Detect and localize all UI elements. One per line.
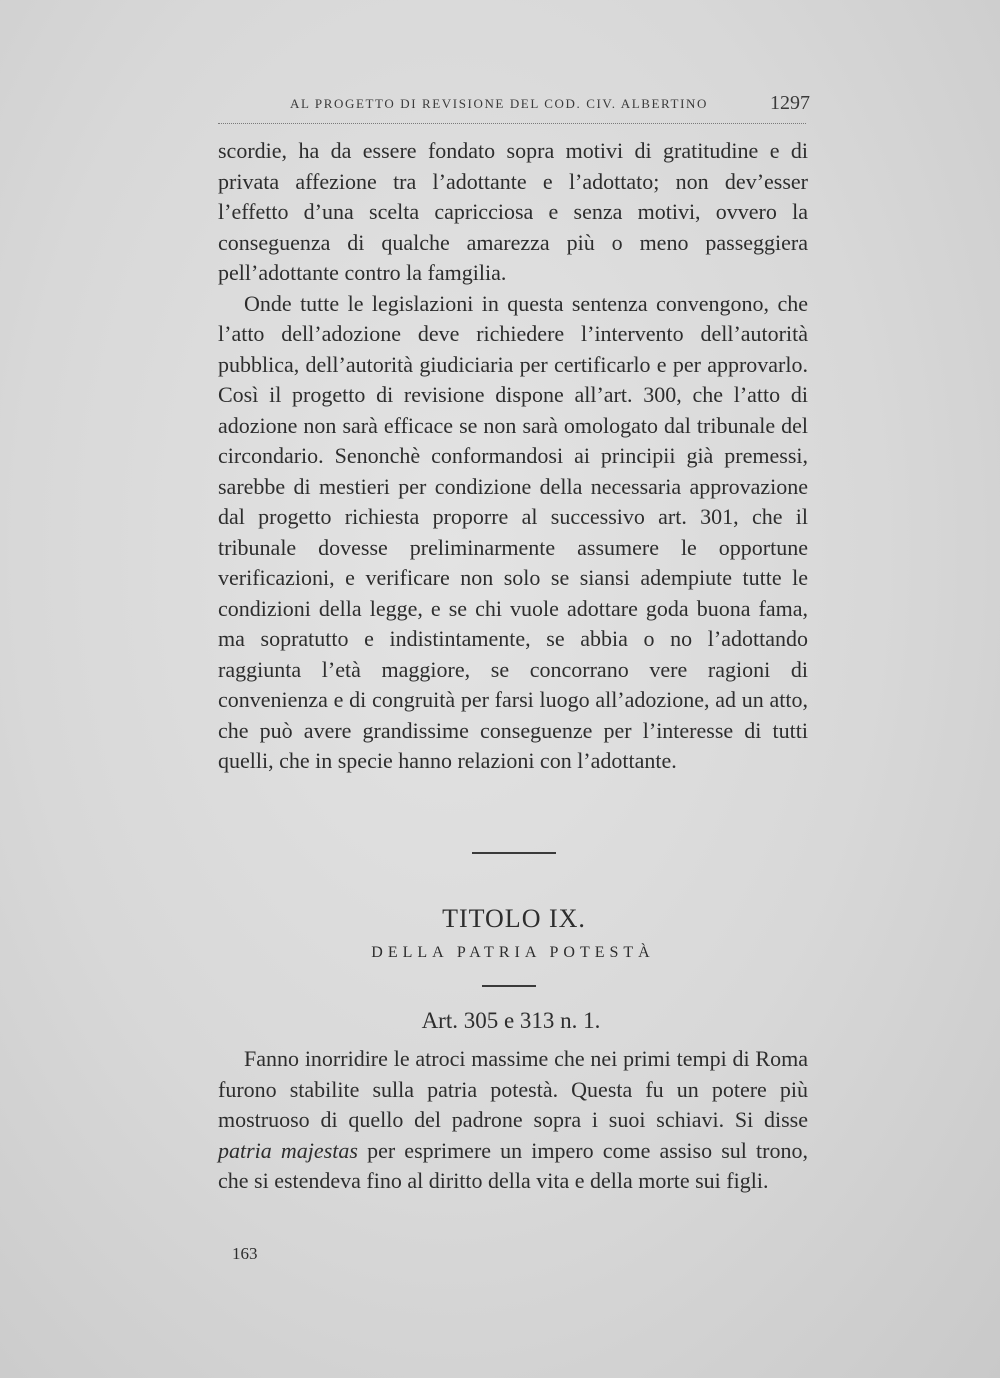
header-rule xyxy=(218,123,806,124)
section-paragraph xyxy=(218,1044,808,1197)
page-number: 1297 xyxy=(770,92,810,114)
running-title: AL PROGETTO DI REVISIONE DEL COD. CIV. ALBERTINO xyxy=(290,96,708,111)
paragraph-continued: scordie, ha da essere fondato sopra motivi di gratitudine e di privata affezione tra l’adottante e l’adottato; non dev’esser l’effetto d’una scelta capricciosa e senza motivi, ovvero la conseguenza di qualche amarezza più o meno passeggiera pell’adottante contro la famgilia. xyxy=(218,138,808,285)
section-subtitle-text: DELLA PATRIA POTESTÀ xyxy=(371,944,655,961)
signature-mark: 163 xyxy=(232,1244,258,1263)
section-title-text: TITOLO IX. xyxy=(442,904,586,933)
article-heading xyxy=(0,1008,1000,1034)
section-divider xyxy=(472,852,556,854)
italic-phrase: patria majestas xyxy=(218,1137,358,1163)
article-heading-text: Art. 305 e 313 n. 1. xyxy=(421,1008,601,1033)
section-title xyxy=(0,904,1000,934)
main-text-block xyxy=(218,136,808,777)
paragraph: Onde tutte le legislazioni in questa sentenza convengono, che l’atto dell’adozione deve richiedere l’intervento dell’autorità pubblica, dell’autorità giudiciaria per certificarlo e per approvarlo. Così il progetto di revisione dispone all’art. 300, che l’atto di adozione non sarà efficace se non sarà omologato dal tribunale del circondario. Senonchè conformandosi ai principii già premessi, sarebbe di mestieri per condizione della necessaria approvazione dal progetto richiesta proporre al successivo art. 301, che il tribunale dovesse preliminarmente assumere le opportune verificazioni, e verificare non solo se siansi adempiute tutte le condizioni della legge, e se chi vuole adottare goda buona fama, ma sopratutto e indistintamente, se abbia o no l’adottando raggiunta l’età maggiore, se concorrano vere ragioni di convenienza e di congruità per farsi luogo all’adozione, ad un atto, che può avere grandissime conseguenze per l’interesse di tutti quelli, che in specie hanno relazioni con l’adottante. xyxy=(218,290,808,773)
text-run: per esprimere un impero come assiso sul trono, che si estendeva fino al diritto della vita e della morte sui figli. xyxy=(218,1137,808,1193)
section-text-block xyxy=(218,1044,808,1197)
section-subtitle xyxy=(0,944,1000,962)
text-run: Fanno inorridire le atroci massime che nei primi tempi di Roma furono stabilite sulla patria potestà. Questa fu un potere più mostruoso di quello del padrone sopra i suoi schiavi. Si disse xyxy=(218,1046,808,1132)
title-divider xyxy=(482,985,536,987)
running-head xyxy=(290,92,810,122)
